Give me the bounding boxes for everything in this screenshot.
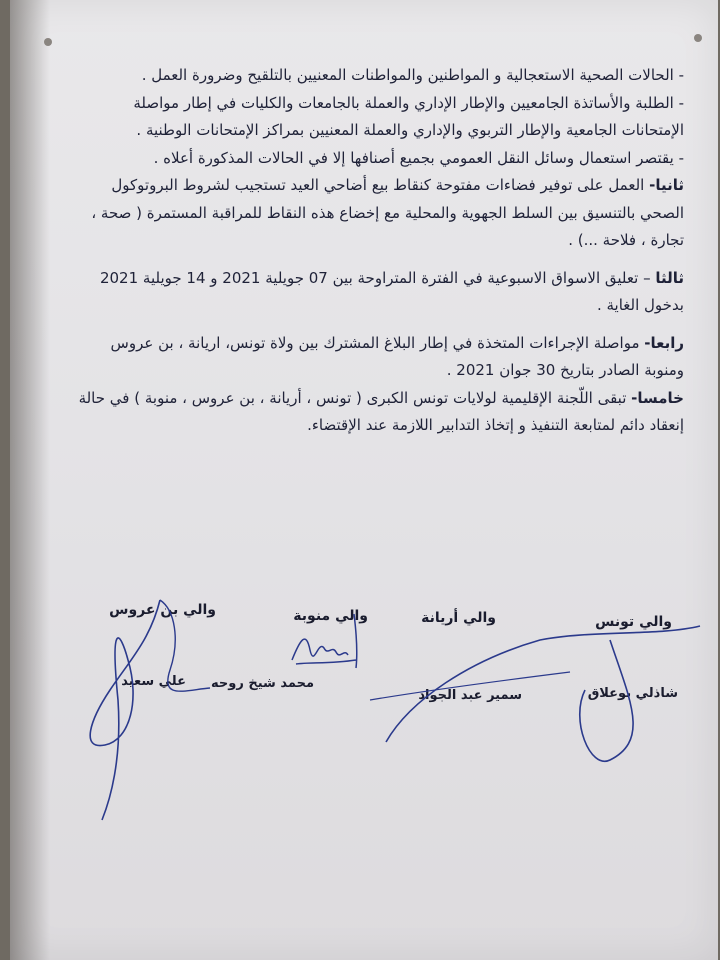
paragraph-text: تبقى اللّجنة الإقليمية لولايات تونس الكبرى ( تونس ، أريانة ، بن عروس ، منوبة ) في حالة إنعقاد دائم لمتابعة التنفيذ و إتخاذ التدابير اللازمة عند الإقتضاء. <box>78 388 684 434</box>
signatory-name-tunis: شاذلي بوعلاق <box>587 686 678 701</box>
signatory-name-benarous: علي سعيد <box>121 674 186 689</box>
paragraph-text: – تعليق الاسواق الاسبوعية في الفترة المتراوحة بين 07 جويلية 2021 و 14 جويلية 2021 بدخول الغاية . <box>99 268 684 314</box>
paragraph-lead: ثالثا <box>655 268 684 287</box>
paragraph-text: - يقتصر استعمال وسائل النقل العمومي بجميع أصنافها إلا في الحالات المذكورة أعلاه . <box>153 148 684 167</box>
paragraph-lead: رابعا- <box>644 333 684 352</box>
paragraph-lead: خامسا- <box>631 388 684 407</box>
signatory-title-ariana: والي أريانة <box>421 610 496 626</box>
paragraph-text: - الحالات الصحية الاستعجالية و المواطنين والمواطنات المعنيين بالتلقيح وضرورة العمل . <box>141 66 684 84</box>
signature-scribble-ariana <box>386 626 700 761</box>
document-page <box>10 0 718 960</box>
signature-scribble-benarous <box>90 600 160 820</box>
paragraph-text: - الطلبة والأساتذة الجامعيين والإطار الإداري والعملة بالجامعات والكليات في إطار مواصلة الإمتحانات الجامعية والإطار التربوي والإداري والعملة المعنيين بمراكز الإمتحانات الوطنية . <box>133 93 684 139</box>
signatory-name-manouba: محمد شيخ روحه <box>211 676 314 691</box>
paragraph-text: مواصلة الإجراءات المتخذة في إطار البلاغ المشترك بين ولاة تونس، اريانة ، بن عروس ومنوبة الصادر بتاريخ 30 جوان 2021 . <box>110 333 684 379</box>
signatory-title-benarous: والي بن عروس <box>109 602 216 618</box>
signatory-name-ariana: سمير عبد الجواد <box>418 688 522 703</box>
paragraph-text: العمل على توفير فضاءات مفتوحة كنقاط بيع أضاحي العيد تستجيب لشروط البروتوكول الصحي بالتنسيق بين السلط الجهوية والمحلية مع إخضاع هذه النقاط للمراقبة المستمرة ( صحة ، تجارة ، فلاحة ...) . <box>91 176 684 249</box>
signatory-title-manouba: والي منوبة <box>293 608 368 624</box>
signatory-title-tunis: والي تونس <box>595 614 672 630</box>
paragraph-lead: ثانيا- <box>649 176 684 194</box>
handwritten-signatures <box>10 0 718 960</box>
signature-scribble-manouba <box>292 614 357 668</box>
